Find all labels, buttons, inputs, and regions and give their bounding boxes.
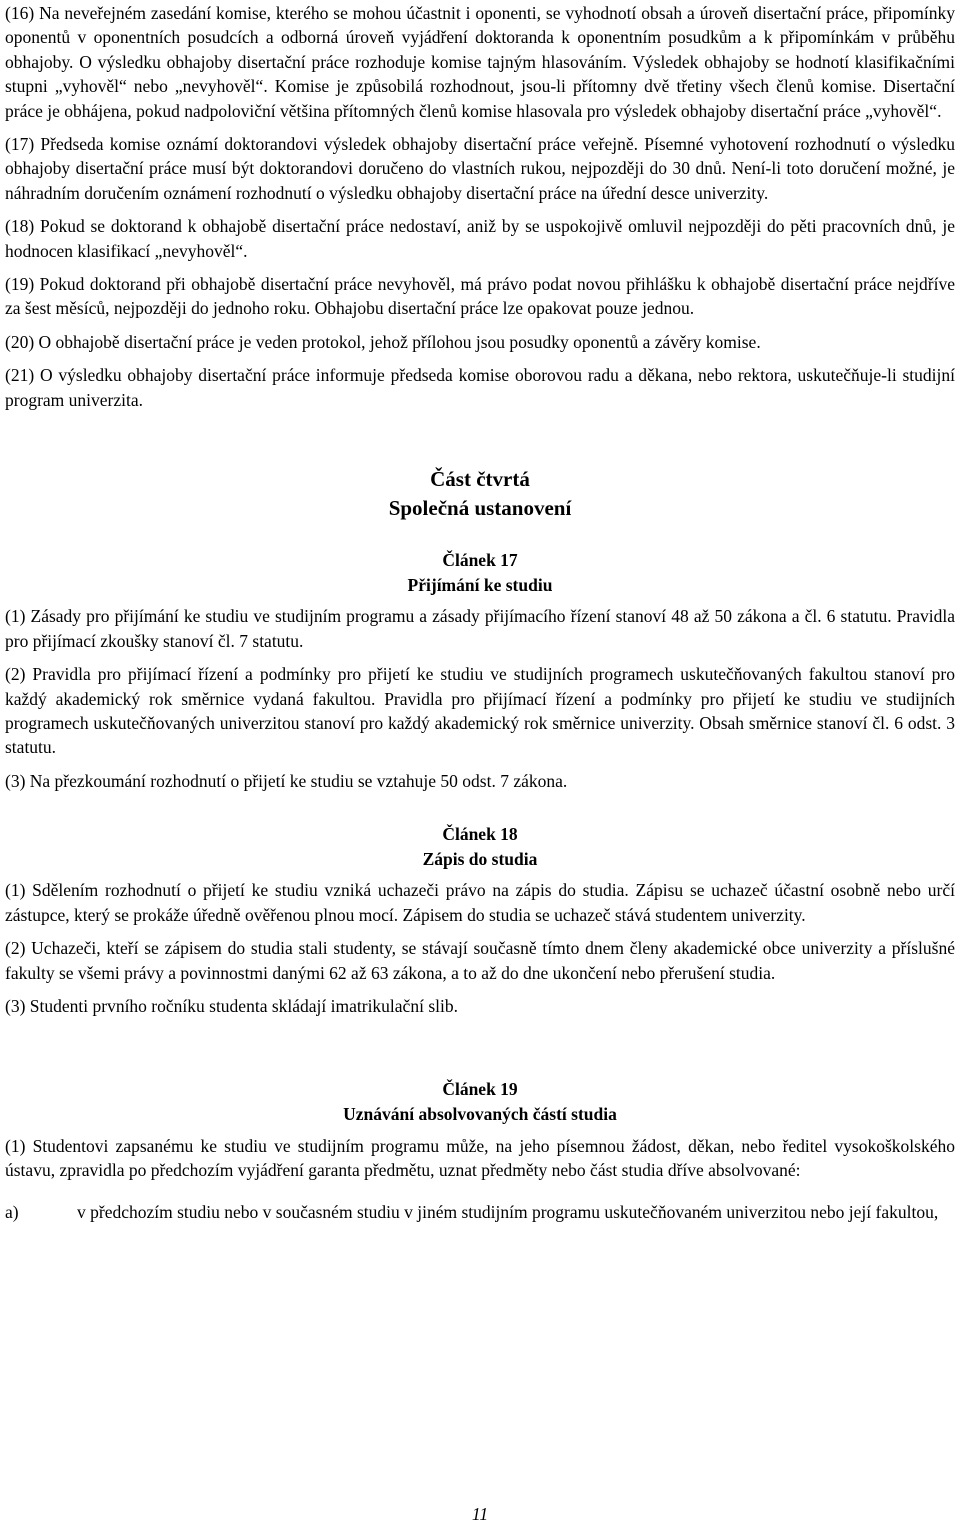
article-18-paragraph-1: (1) Sdělením rozhodnutí o přijetí ke studiu vzniká uchazeči právo na zápis do studia. Zápisu se uchazeč účastní osobně nebo určí zástupce, který se prokáže úředně ověřenou plnou mocí. Zápisem do studia se uchazeč stává studentem univerzity.	[5, 880, 955, 925]
article-17-paragraph-1: (1) Zásady pro přijímání ke studiu ve studijním programu a zásady přijímacího řízení stanoví 48 až 50 zákona a čl. 6 statutu. Pravidla pro přijímací zkoušky stanoví čl. 7 statutu.	[5, 606, 955, 651]
page-number: 11	[471, 1504, 489, 1524]
spacer	[5, 1027, 955, 1077]
paragraph-21: (21) O výsledku obhajoby disertační práce informuje předseda komise oborovou radu a děkana, nebo rektora, uskutečňuje-li studijní program univerzita.	[5, 365, 955, 410]
paragraph-18: (18) Pokud se doktorand k obhajobě disertační práce nedostaví, aniž by se uspokojivě omluvil nejpozději do pěti pracovních dnů, je hodnocen klasifikací „nevyhověl“.	[5, 216, 955, 261]
article-18-paragraph-2: (2) Uchazeči, kteří se zápisem do studia stali studenty, se stávají současně tímto dnem členy akademické obce univerzity a příslušné fakulty se všemi právy a povinnostmi danými 62 až 63 zákona, a to až do dne ukončení nebo přerušení studia.	[5, 938, 955, 983]
article-19-title: Uznávání absolvovaných částí studia	[343, 1103, 617, 1124]
article-18-paragraph-3: (3) Studenti prvního ročníku studenta skládají imatrikulační slib.	[5, 995, 458, 1016]
part-title: Společná ustanovení	[388, 496, 572, 521]
spacer	[5, 421, 955, 465]
article-19-paragraph-1: (1) Studentovi zapsanému ke studiu ve studijním programu může, na jeho písemnou žádost, děkan, nebo ředitel vysokoškolského ústavu, zpravidla po předchozím vyjádření garanta předmětu, uznat předměty nebo část studia dříve absolvované:	[5, 1135, 955, 1180]
list-item	[5, 1200, 955, 1224]
spacer	[5, 802, 955, 822]
article-18-title: Zápis do studia	[422, 848, 538, 869]
article-17-paragraph-2: (2) Pravidla pro přijímací řízení a podmínky pro přijetí ke studiu ve studijních programech uskutečňovaných fakultou stanoví pro každý akademický rok směrnice vydaná fakultou. Pravidla pro přijímací řízení a podmínky pro přijetí ke studiu ve studijních programech uskutečňovaných univerzitou stanoví pro každý akademický rok směrnice univerzity. Obsah směrnice stanoví čl. 6 odst. 3 statutu.	[5, 664, 955, 758]
spacer	[5, 523, 955, 548]
list-marker: a)	[5, 1202, 19, 1223]
paragraph-19: (19) Pokud doktorand při obhajobě disertační práce nevyhověl, má právo podat novou přihlášku k obhajobě disertační práce nejdříve za šest měsíců, nejpozději do jednoho roku. Obhajobu disertační práce lze opakovat pouze jednou.	[5, 274, 955, 319]
article-19-number: Článek 19	[442, 1079, 518, 1100]
article-18-number: Článek 18	[442, 824, 518, 845]
paragraph-20: (20) O obhajobě disertační práce je veden protokol, jehož přílohou jsou posudky oponentů a závěry komise.	[5, 331, 761, 352]
paragraph-17: (17) Předseda komise oznámí doktorandovi výsledek obhajoby disertační práce veřejně. Písemné vyhotovení rozhodnutí o výsledku obhajoby disertační práce musí být doktorandovi doručeno do vlastních rukou, nejpozději do 30 dnů. Není-li toto doručení možné, je náhradním doručením oznámení rozhodnutí o výsledku obhajoby disertační práce na úřední desce univerzity.	[5, 134, 955, 203]
article-17-number: Článek 17	[442, 550, 518, 571]
paragraph-16: (16) Na neveřejném zasedání komise, kterého se mohou účastnit i oponenti, se vyhodnotí obsah a úroveň disertační práce, připomínky oponentů v oponentních posudcích a odborná úroveň vyjádření doktoranda k oponentním posudkům a k připomínkám v průběhu obhajoby. O výsledku obhajoby disertační práce rozhoduje komise tajným hlasováním. Výsledek obhajoby se hodnotí klasifikačními stupni „vyhověl“ nebo „nevyhověl“. Komise je způsobilá rozhodnout, jsou-li přítomny dvě třetiny všech členů komise. Disertační práce je obhájena, pokud nadpoloviční většina přítomných členů komise hlasovala pro výsledek obhajoby disertační práce „vyhověl“.	[5, 3, 955, 121]
document-page	[5, 0, 955, 1225]
article-17-paragraph-3: (3) Na přezkoumání rozhodnutí o přijetí ke studiu se vztahuje 50 odst. 7 zákona.	[5, 770, 568, 791]
article-17-title: Přijímání ke studiu	[407, 574, 553, 595]
part-number: Část čtvrtá	[430, 467, 530, 492]
list-item-text: v předchozím studiu nebo v současném studiu v jiném studijním programu uskutečňovaném univerzitou nebo její fakultou,	[77, 1202, 939, 1223]
